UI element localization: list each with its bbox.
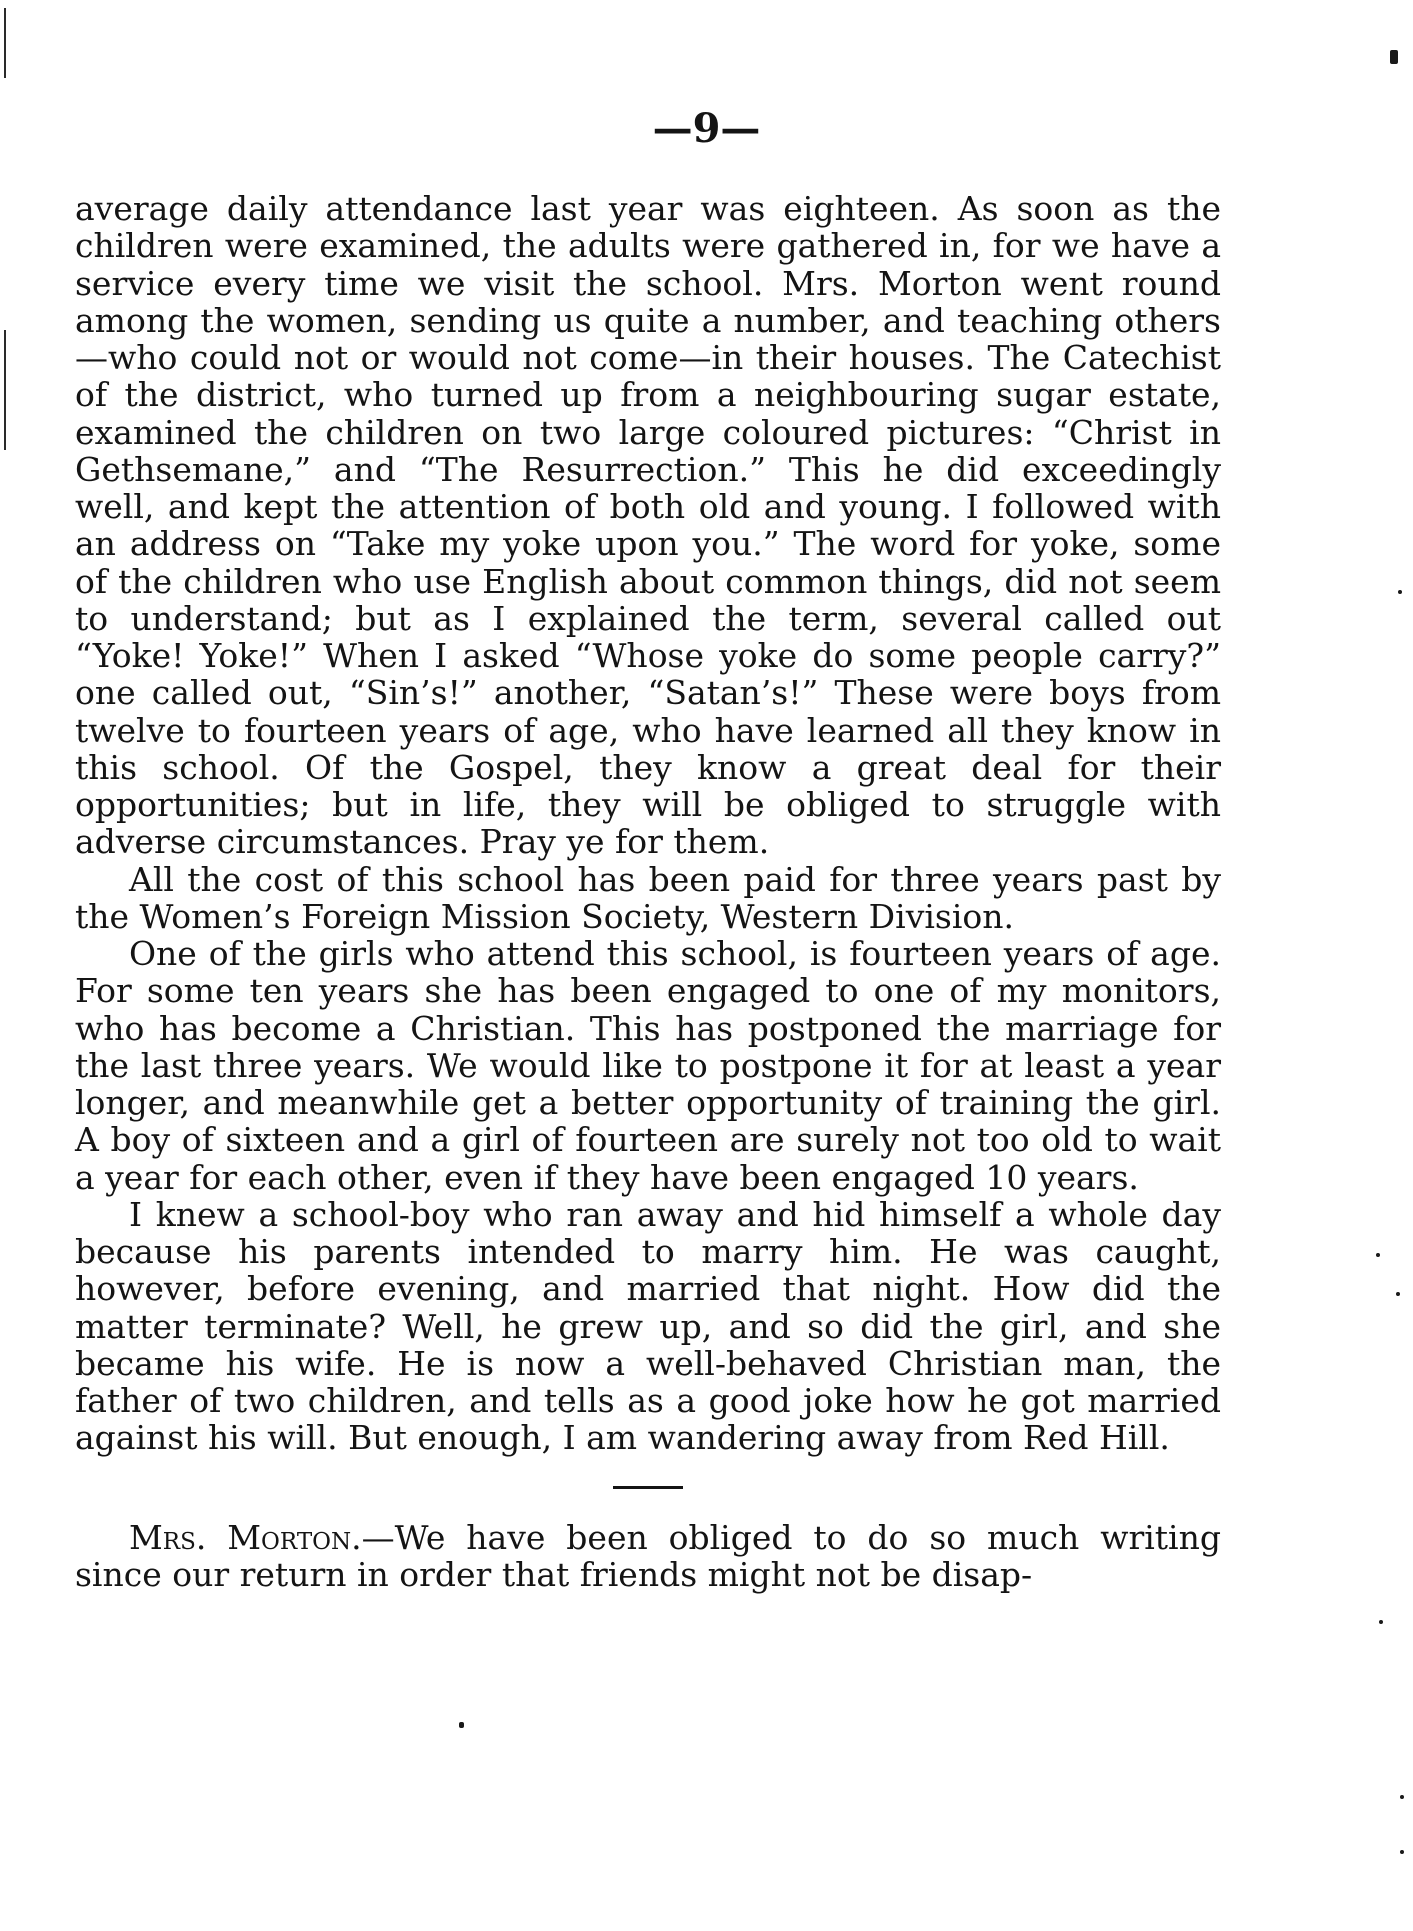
scan-speck [1400,1850,1404,1854]
scan-edge-mark [4,330,6,450]
scan-edge-mark [4,8,6,78]
paragraph-mrs-morton [75,1519,1221,1594]
page-number: —9— [652,105,761,152]
scan-speck [459,1722,464,1728]
scan-speck [1396,1292,1400,1296]
speaker-name: Mrs. Morton. [129,1517,362,1557]
mrs-morton-text: —We have been obliged to do so much writing since our return in order that friends might not be disap- [75,1517,1221,1594]
scan-speck [1400,1795,1404,1799]
scan-speck [1398,590,1402,594]
scan-speck [1379,1620,1383,1624]
scan-speck [1390,50,1398,64]
body-text [75,190,1221,1593]
scan-speck [1376,1253,1380,1257]
paragraph-girl: One of the girls who attend this school, is fourteen years of age. For some ten years she has been engaged to one of my monitors, who has become a Christian. This has postponed the marriage for the last three years. We would like to postpone it for at least a year longer, and meanwhile get a better opportunity of training the girl. A boy of sixteen and a girl of fourteen are surely not too old to wait a year for each other, even if they have been engaged 10 years. [75,934,1221,1197]
section-divider [613,1486,683,1489]
paragraph-cost: All the cost of this school has been paid for three years past by the Women’s Foreign Mission Society, Western Division. [75,859,1221,936]
paragraph-schoolboy: I knew a school-boy who ran away and hid himself a whole day because his parents intended to marry him. He was caught, however, before evening, and married that night. How did the matter terminate? Well, he grew up, and so did the girl, and she became his wife. He is now a well-behaved Christian man, the father of two children, and tells as a good joke how he got married against his will. But enough, I am wandering away from Red Hill. [75,1194,1221,1458]
paragraph-attendance: average daily attendance last year was eighteen. As soon as the children were examined, the adults were gathered in, for we have a service every time we visit the school. Mrs. Morton went round among the women, sending us quite a number, and teaching others—who could not or would not come—in their houses. The Catechist of the district, who turned up from a neighbouring sugar estate, examined the children on two large coloured pictures: “Christ in Gethsemane,” and “The Resurrection.” This he did exceedingly well, and kept the attention of both old and young. I followed with an address on “Take my yoke upon you.” The word for yoke, some of the children who use English about common things, did not seem to understand; but as I explained the term, several called out “Yoke! Yoke!” When I asked “Whose yoke do some people carry?” one called out, “Sin’s!” another, “Satan’s!” These were boys from twelve to fourteen years of age, who have learned all they know in this school. Of the Gospel, they know a great deal for their opportunities; but in life, they will be obliged to struggle with adverse circumstances. Pray ye for them. [75,189,1221,862]
